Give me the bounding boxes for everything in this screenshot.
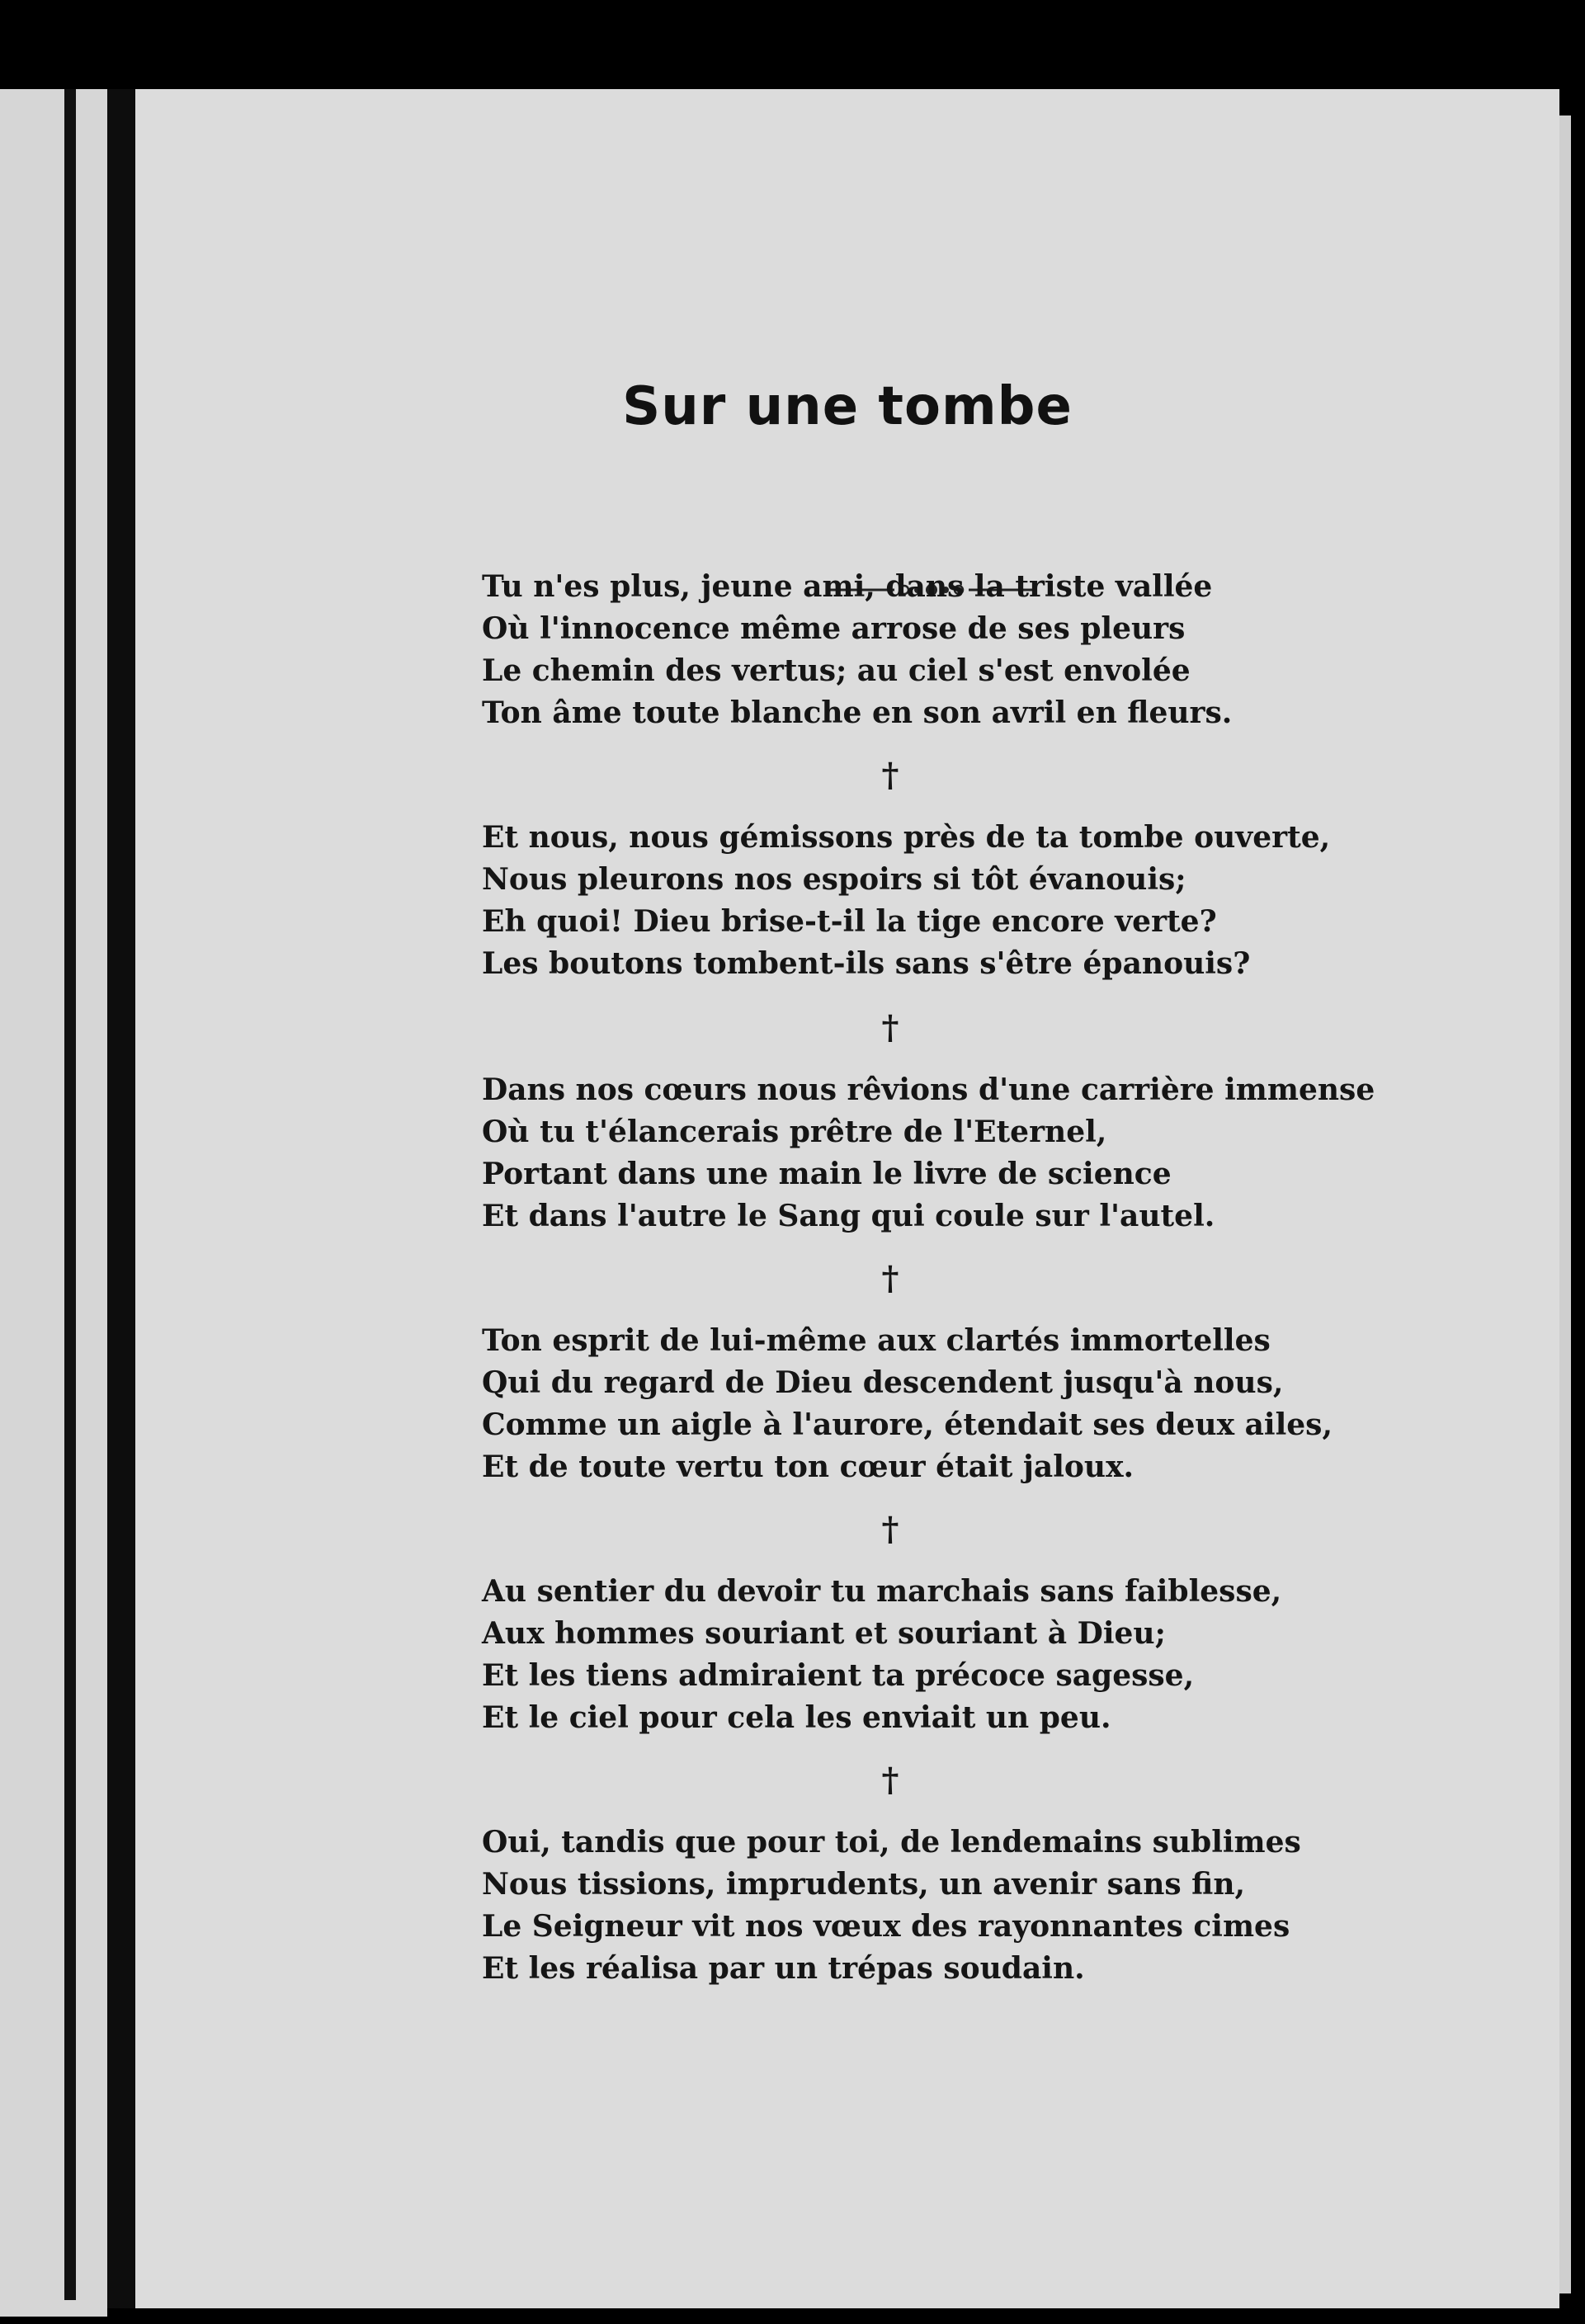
- verse: Dans nos cœurs nous rêvions d'une carrière immense: [482, 1072, 1375, 1107]
- verse: Le chemin des vertus; au ciel s'est envolée: [482, 653, 1191, 688]
- stanza-separator: †: [881, 1259, 899, 1298]
- verse: Tu n'es plus, jeune ami, dans la triste vallée: [482, 569, 1213, 604]
- right-page-edge: [1559, 115, 1571, 2293]
- stanza-5: [482, 1571, 1389, 1739]
- left-page-edge: [0, 89, 107, 2317]
- stanza-separator: †: [881, 756, 899, 794]
- verse: Oui, tandis que pour toi, de lendemains sublimes: [482, 1825, 1301, 1860]
- verse: Nous tissions, imprudents, un avenir sans fin,: [482, 1867, 1246, 1902]
- stanza-separator: †: [881, 1761, 899, 1799]
- stanza-1: [482, 566, 1389, 734]
- stanza-2: [482, 817, 1389, 985]
- verse: Et le ciel pour cela les enviait un peu.: [482, 1700, 1111, 1735]
- verse: Où l'innocence même arrose de ses pleurs: [482, 611, 1186, 646]
- verse: Nous pleurons nos espoirs si tôt évanouis;: [482, 862, 1186, 897]
- verse: Comme un aigle à l'aurore, étendait ses deux ailes,: [482, 1407, 1333, 1442]
- poem-title: Sur une tombe: [622, 376, 1073, 437]
- verse: Le Seigneur vit nos vœux des rayonnantes cimes: [482, 1909, 1290, 1944]
- verse: Les boutons tombent-ils sans s'être épanouis?: [482, 946, 1251, 981]
- stanza-3: [482, 1069, 1389, 1237]
- verse: Où tu t'élancerais prêtre de l'Eternel,: [482, 1115, 1107, 1149]
- verse: Et les réalisa par un trépas soudain.: [482, 1951, 1085, 1986]
- verse: Au sentier du devoir tu marchais sans faiblesse,: [482, 1574, 1282, 1609]
- stanza-separator: †: [881, 1008, 899, 1047]
- verse: Et de toute vertu ton cœur était jaloux.: [482, 1450, 1135, 1484]
- verse: Portant dans une main le livre de science: [482, 1157, 1172, 1191]
- verse: Eh quoi! Dieu brise-t-il la tige encore verte?: [482, 904, 1217, 939]
- verse: Et nous, nous gémissons près de ta tombe ouverte,: [482, 820, 1331, 855]
- verse: Ton esprit de lui-même aux clartés immortelles: [482, 1323, 1271, 1358]
- verse: Ton âme toute blanche en son avril en fleurs.: [482, 695, 1233, 730]
- page-gutter: [107, 89, 135, 2308]
- verse: Qui du regard de Dieu descendent jusqu'à nous,: [482, 1365, 1284, 1400]
- stanza-4: [482, 1320, 1389, 1488]
- verse: Aux hommes souriant et souriant à Dieu;: [482, 1616, 1166, 1651]
- left-margin-line: [64, 89, 76, 2300]
- page: [135, 89, 1559, 2308]
- stanza-6: [482, 1822, 1389, 1990]
- verse: Et les tiens admiraient ta précoce sagesse,: [482, 1658, 1195, 1693]
- verse: Et dans l'autre le Sang qui coule sur l'autel.: [482, 1199, 1215, 1233]
- stanza-separator: †: [881, 1510, 899, 1549]
